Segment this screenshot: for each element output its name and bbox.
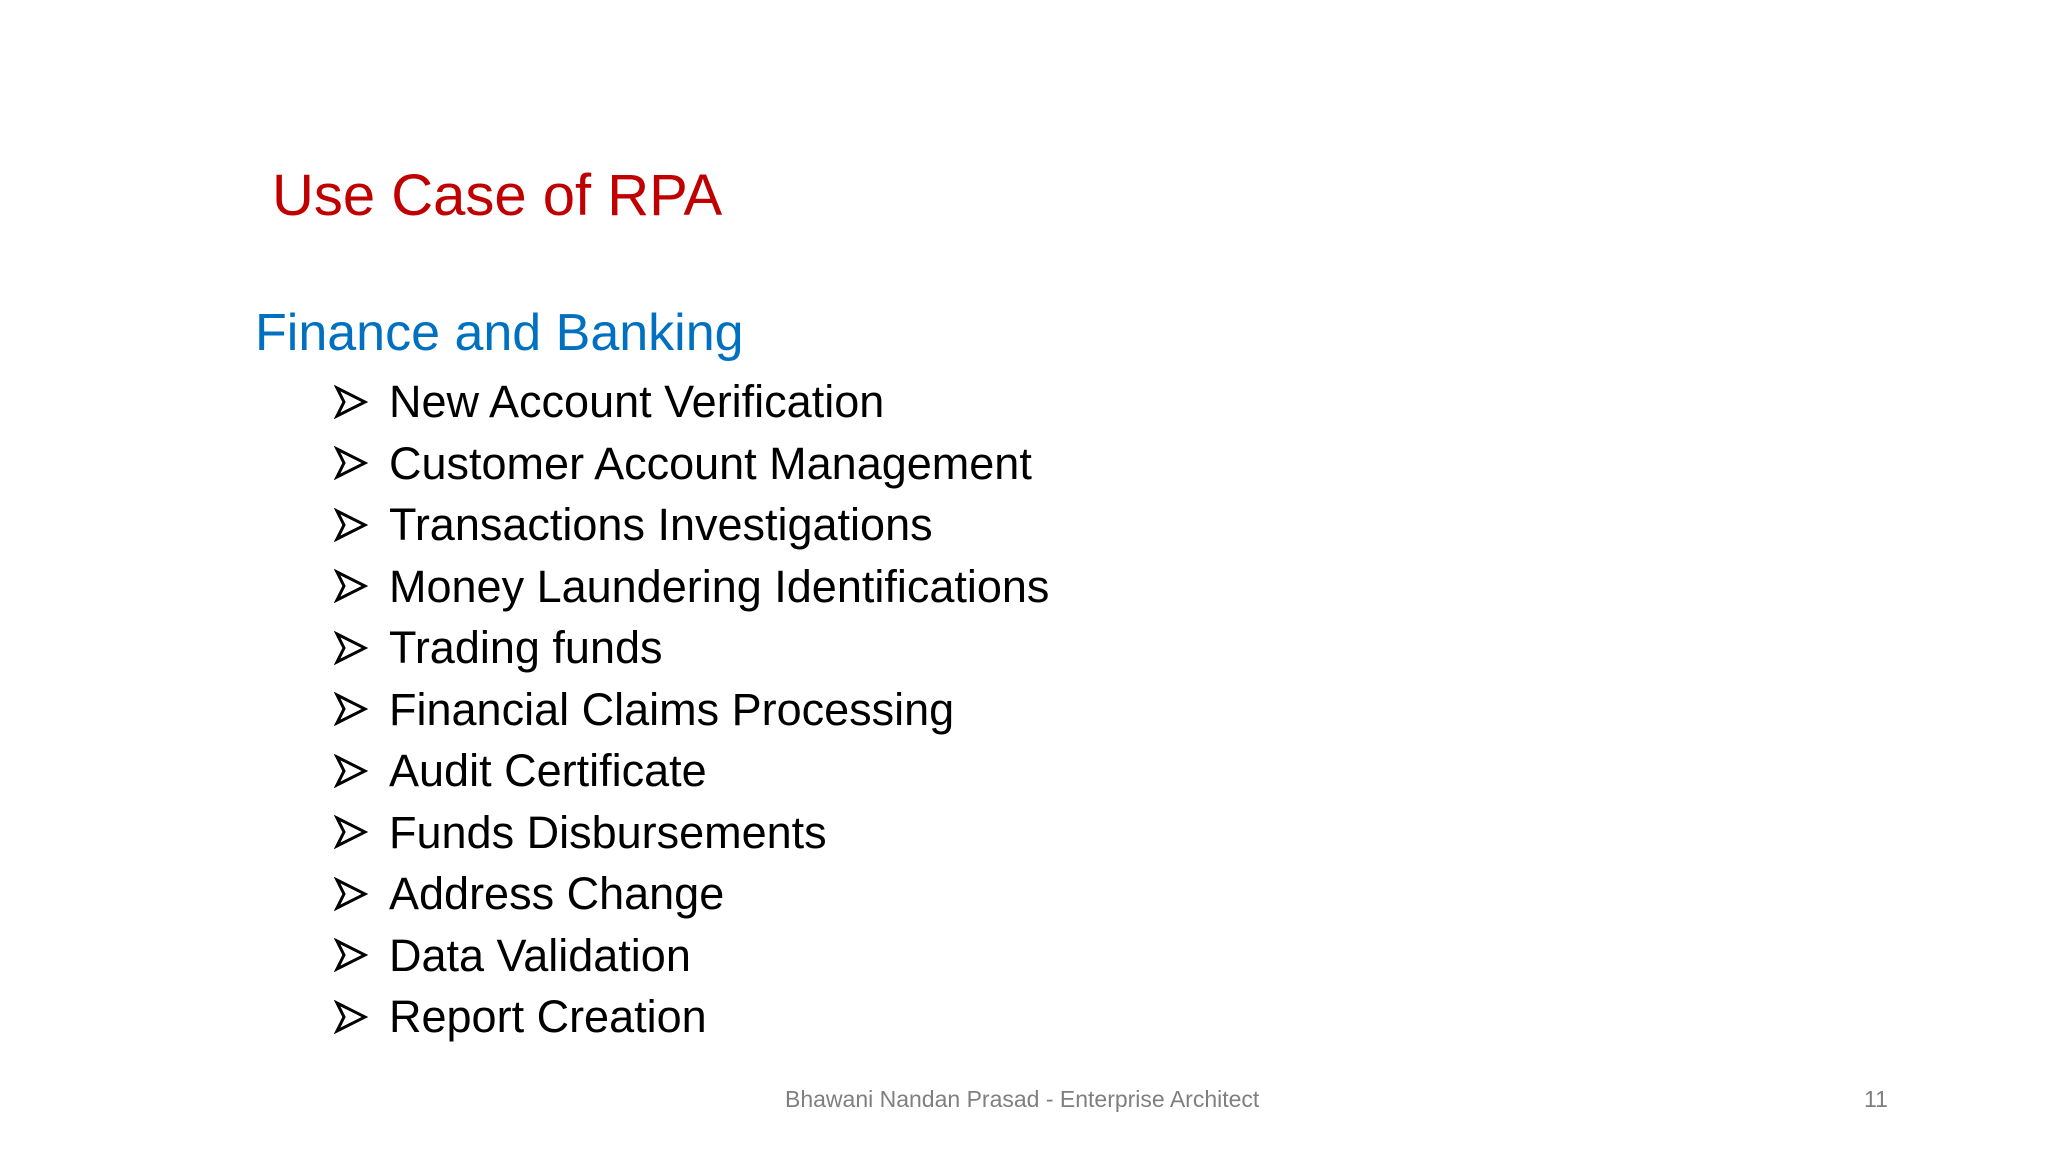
list-item (334, 802, 1049, 864)
arrow-bullet-icon (334, 446, 368, 480)
bullet-label: Financial Claims Processing (389, 683, 955, 735)
arrow-bullet-icon (334, 385, 368, 419)
bullet-label: Transactions Investigations (389, 499, 933, 551)
arrow-bullet-icon (334, 692, 368, 726)
section-heading: Finance and Banking (255, 304, 744, 362)
bullet-list (334, 371, 1049, 1048)
bullet-label: New Account Verification (389, 376, 885, 428)
list-item (334, 617, 1049, 679)
bullet-label: Customer Account Management (389, 437, 1032, 489)
bullet-label: Data Validation (389, 929, 691, 981)
list-item (334, 740, 1049, 802)
arrow-bullet-icon (334, 1000, 368, 1034)
list-item (334, 679, 1049, 741)
bullet-label: Report Creation (389, 991, 707, 1043)
arrow-bullet-icon (334, 569, 368, 603)
page-number: 11 (1864, 1086, 1888, 1112)
list-item (334, 925, 1049, 987)
arrow-bullet-icon (334, 815, 368, 849)
arrow-bullet-icon (334, 631, 368, 665)
arrow-bullet-icon (334, 877, 368, 911)
arrow-bullet-icon (334, 754, 368, 788)
list-item (334, 494, 1049, 556)
footer-text: Bhawani Nandan Prasad - Enterprise Architect (785, 1086, 1260, 1112)
arrow-bullet-icon (334, 508, 368, 542)
bullet-label: Money Laundering Identifications (389, 560, 1050, 612)
arrow-bullet-icon (334, 938, 368, 972)
list-item (334, 986, 1049, 1048)
bullet-label: Funds Disbursements (389, 806, 827, 858)
bullet-label: Address Change (389, 868, 725, 920)
list-item (334, 433, 1049, 495)
bullet-label: Trading funds (389, 622, 663, 674)
list-item (334, 371, 1049, 433)
list-item (334, 863, 1049, 925)
slide-title: Use Case of RPA (272, 163, 723, 228)
bullet-label: Audit Certificate (389, 745, 707, 797)
list-item (334, 556, 1049, 618)
